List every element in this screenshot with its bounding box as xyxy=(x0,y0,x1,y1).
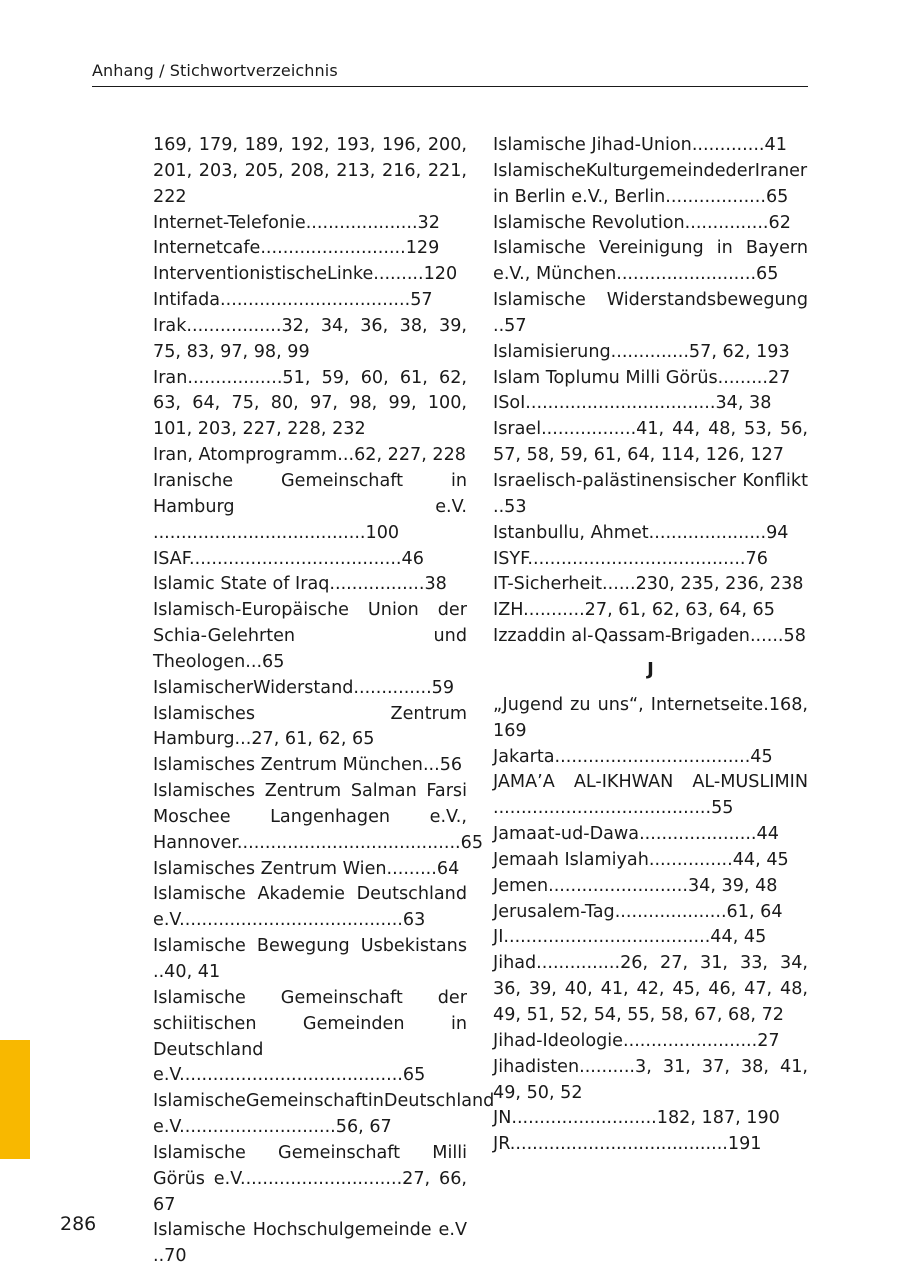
index-entry: IslamischerWiderstand..............59 xyxy=(153,677,455,698)
index-entry: ISYF.......................................76 xyxy=(493,548,768,569)
index-entry: „Jugend zu uns“, Internetseite.168, 169 xyxy=(493,694,808,741)
index-entry: Jihadisten..........3, 31, 37, 38, 41, 49, 50, 52 xyxy=(493,1056,808,1103)
index-entry: Islamische Revolution...............62 xyxy=(493,212,791,233)
index-entry: Islamisches Zentrum Hamburg...27, 61, 62, 65 xyxy=(153,703,467,750)
index-entry: Jihad-Ideologie........................27 xyxy=(493,1030,780,1051)
index-entry: InterventionistischeLinke.........120 xyxy=(153,264,458,285)
index-entry: Islamic State of Iraq.................38 xyxy=(153,574,447,595)
index-entry: Jakarta...................................45 xyxy=(493,746,773,767)
index-entry: Islamische Vereinigung in Bayern e.V., München.........................65 xyxy=(493,238,808,285)
index-entry: Izzaddin al-Qassam-Brigaden......58 xyxy=(493,626,806,647)
index-entry: Islamische Bewegung Usbekistans ..40, 41 xyxy=(153,936,467,982)
index-entry: Islamisches Zentrum Salman Farsi Moschee Langenhagen e.V., Hannover........................................65 xyxy=(153,781,484,853)
index-entry: Jemaah Islamiyah...............44, 45 xyxy=(493,849,789,870)
index-entry: Jemen.........................34, 39, 48 xyxy=(493,875,778,896)
index-entry: Internet-Telefonie....................32 xyxy=(153,212,440,233)
index-entry: Islamische Gemeinschaft der schiitischen Gemeinden in Deutschland e.V........................................65 xyxy=(153,987,467,1086)
index-entry: Iran, Atomprogramm...62, 227, 228 xyxy=(153,445,467,466)
index-entry: 169, 179, 189, 192, 193, 196, 200, 201, 203, 205, 208, 213, 216, 221, 222 xyxy=(153,135,467,207)
chapter-tab-marker xyxy=(0,1040,30,1159)
index-entry: IT-Sicherheit......230, 235, 236, 238 xyxy=(493,574,804,595)
index-entry: Israelisch-palästinensischer Konflikt ..53 xyxy=(493,470,808,517)
index-entry: JI.....................................44, 45 xyxy=(493,927,767,948)
section-letter-heading: J xyxy=(647,658,654,680)
index-entry: Israel.................41, 44, 48, 53, 56, 57, 58, 59, 61, 64, 114, 126, 127 xyxy=(493,419,808,466)
index-entry: Islamische Hochschulgemeinde e.V ..70 xyxy=(153,1220,467,1267)
index-entry: ISoI..................................34, 38 xyxy=(493,393,772,414)
index-entry: Iran.................51, 59, 60, 61, 62, 63, 64, 75, 80, 97, 98, 99, 100, 101, 203, 227, 228, 232 xyxy=(153,367,467,440)
index-entry: IZH...........27, 61, 62, 63, 64, 65 xyxy=(493,600,775,621)
index-column-left xyxy=(153,133,495,1270)
index-entry: Islamische Widerstandsbewegung ..57 xyxy=(493,290,808,336)
index-entry: Irak.................32, 34, 36, 38, 39, 75, 83, 97, 98, 99 xyxy=(153,315,467,362)
index-entry: Islamische Jihad-Union.............41 xyxy=(493,135,787,155)
index-entry: Islamisches Zentrum München...56 xyxy=(153,755,463,776)
index-entry: Islamisierung..............57, 62, 193 xyxy=(493,341,790,362)
index-entry: Islamisches Zentrum Wien.........64 xyxy=(153,858,460,879)
index-entry: Islamische Gemeinschaft Milli Görüs e.V.............................27, 66, 67 xyxy=(153,1142,467,1215)
index-entry: Internetcafe..........................129 xyxy=(153,238,440,259)
index-entry: JN..........................182, 187, 190 xyxy=(493,1108,780,1129)
index-entry: IslamischeKulturgemeindederIraner in Berlin e.V., Berlin..................65 xyxy=(493,160,808,207)
index-entry: Jerusalem-Tag....................61, 64 xyxy=(493,901,783,922)
index-entry: ISAF......................................46 xyxy=(153,548,424,569)
header-title: Anhang / Stichwortverzeichnis xyxy=(92,61,338,80)
index-entry: Iranische Gemeinschaft in Hamburg e.V. ......................................100 xyxy=(153,470,467,543)
index-entry: Jamaat-ud-Dawa.....................44 xyxy=(493,824,779,845)
index-entry: JAMA’A AL-IKHWAN AL-MUSLIMIN .......................................55 xyxy=(493,772,808,819)
running-header xyxy=(92,60,808,87)
index-entry: JR.......................................191 xyxy=(493,1134,762,1155)
index-entry: Istanbullu, Ahmet.....................94 xyxy=(493,522,789,543)
index-entry: Islam Toplumu Milli Görüs.........27 xyxy=(493,367,791,388)
index-entry: Islamisch-Europäische Union der Schia-Gelehrten und Theologen...65 xyxy=(153,600,467,672)
index-entry: Jihad...............26, 27, 31, 33, 34, 36, 39, 40, 41, 42, 45, 46, 47, 48, 49, 51, 52, 54, 55, 58, 67, 68, 72 xyxy=(493,953,808,1025)
page-number: 286 xyxy=(60,1213,97,1235)
index-entry: Intifada..................................57 xyxy=(153,290,433,311)
index-column-right xyxy=(493,133,808,1158)
index-entry: Islamische Akademie Deutschland e.V........................................63 xyxy=(153,884,467,931)
index-entry: IslamischeGemeinschaftinDeutschland e.V............................56, 67 xyxy=(153,1091,495,1138)
